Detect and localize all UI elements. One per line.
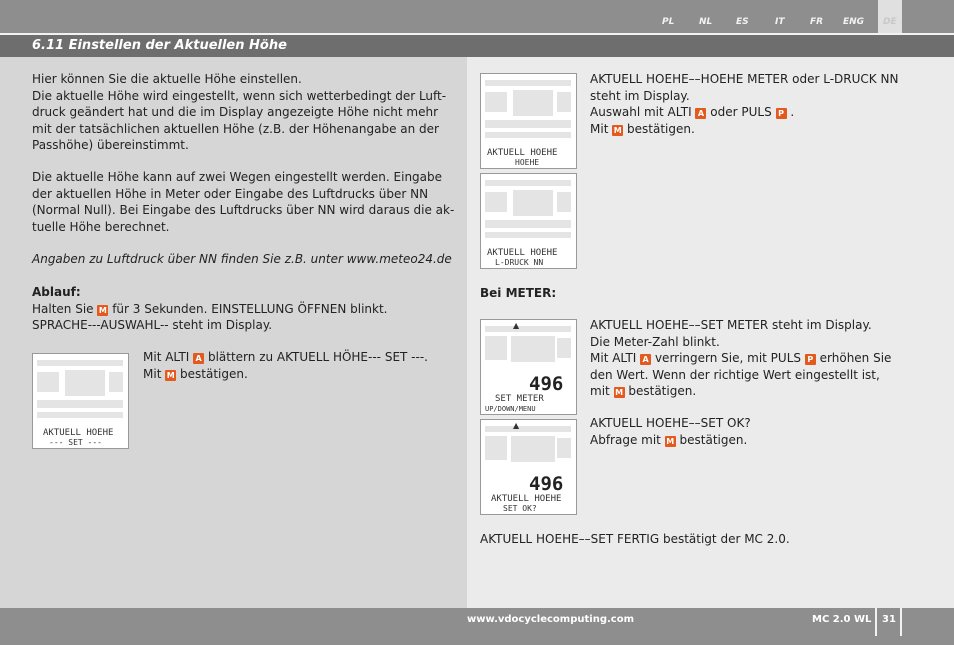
step1-text — [143, 349, 428, 382]
lcd-display-set-meter — [480, 319, 577, 415]
methods-paragraph — [32, 169, 454, 235]
block2-line: AKTUELL HOEHE––SET METER steht im Display. — [590, 318, 872, 332]
lcd-line2: L-DRUCK NN — [495, 258, 544, 267]
intro-line: Passhöhe) übereinstimmt. — [32, 138, 189, 152]
lcd-arrow-icon: ▲ — [513, 421, 520, 430]
text-fragment: Halten Sie — [32, 301, 98, 316]
footer-url[interactable]: www.vdocyclecomputing.com — [467, 614, 635, 625]
text-fragment: mit — [590, 384, 614, 398]
language-tab-it[interactable]: IT — [775, 17, 785, 27]
lcd-arrow-icon: ▲ — [513, 321, 520, 330]
lcd-line2: HOEHE — [515, 158, 540, 167]
text-fragment: Mit ALTI — [590, 351, 641, 365]
methods-line: (Normal Null). Bei Eingabe des Luftdrucks über NN wird daraus die ak- — [32, 203, 455, 217]
intro-line: mit der tatsächlichen aktuellen Höhe (z.B. der Höhenangabe an der — [32, 121, 439, 136]
top-bar — [0, 0, 954, 33]
lcd-line1: AKTUELL HOEHE — [487, 248, 558, 258]
block1-text — [590, 71, 898, 137]
text-fragment: bestätigen. — [176, 366, 248, 381]
page-number: 31 — [882, 614, 896, 625]
bei-meter-heading: Bei METER: — [480, 286, 557, 300]
language-tab-nl[interactable]: NL — [699, 17, 713, 27]
m-key-icon: M — [666, 436, 675, 446]
text-fragment: Auswahl mit ALTI — [590, 105, 696, 119]
ablauf-line — [32, 301, 387, 318]
text-fragment: verringern Sie, mit PULS — [651, 351, 805, 365]
lcd-line2: --- SET --- — [49, 438, 102, 447]
footer-bar — [0, 608, 954, 645]
m-key-icon: M — [613, 125, 622, 135]
lcd-line2: SET OK? — [503, 504, 537, 513]
intro-line: druck geändert hat und die im Display angezeigte Höhe nicht mehr — [32, 105, 439, 119]
text-fragment: bestätigen. — [623, 121, 695, 136]
block2-line: den Wert. Wenn der richtige Wert eingestellt ist, — [590, 367, 880, 382]
language-tab-eng[interactable]: ENG — [843, 17, 865, 27]
block2-text — [590, 317, 891, 400]
lcd-line1: AKTUELL HOEHE — [487, 148, 558, 158]
intro-line: Hier können Sie die aktuelle Höhe einstellen. — [32, 72, 302, 86]
text-fragment: Mit — [143, 366, 166, 381]
ablauf-heading: Ablauf: — [32, 285, 81, 299]
block1-line: steht im Display. — [590, 88, 690, 103]
lcd-value: 496 — [529, 473, 564, 495]
m-key-icon: M — [615, 388, 624, 397]
text-fragment: für 3 Sekunden. EINSTELLUNG ÖFFNEN blinkt. — [108, 301, 388, 316]
m-key-icon: M — [98, 305, 107, 315]
text-fragment: blättern zu AKTUELL HÖHE--- SET ---. — [204, 350, 428, 364]
ablauf-section — [32, 284, 387, 334]
pressure-note — [32, 251, 452, 268]
lcd-display-hoehe — [480, 73, 577, 169]
text-fragment: Mit — [590, 121, 613, 136]
block3-line: AKTUELL HOEHE––SET OK? — [590, 416, 751, 430]
text-fragment: Mit ALTI — [143, 350, 194, 364]
a-key-icon: A — [193, 353, 204, 364]
final-confirmation: AKTUELL HOEHE––SET FERTIG bestätigt der MC 2.0. — [480, 532, 790, 546]
p-key-icon: P — [805, 354, 816, 365]
lcd-line1: SET METER — [495, 394, 544, 404]
methods-line: Die aktuelle Höhe kann auf zwei Wegen eingestellt werden. Eingabe — [32, 170, 443, 184]
ablauf-line: SPRACHE---AUSWAHL-- steht im Display. — [32, 318, 273, 332]
footer-divider — [875, 608, 877, 636]
section-title: 6.11 Einstellen der Aktuellen Höhe — [32, 38, 287, 53]
lcd-line1: AKTUELL HOEHE — [491, 494, 562, 504]
step1-line — [143, 366, 428, 383]
block3-text — [590, 415, 751, 448]
section-title-bar — [0, 33, 954, 57]
footer-divider — [900, 608, 902, 636]
text-fragment: Abfrage mit — [590, 432, 665, 447]
text-fragment: bestätigen. — [624, 384, 697, 398]
text-fragment: erhöhen Sie — [815, 351, 892, 365]
lcd-display-set-ok — [480, 419, 577, 515]
block3-line — [590, 432, 751, 449]
p-key-icon: P — [776, 108, 787, 119]
block1-line: AKTUELL HOEHE––HOEHE METER oder L-DRUCK NN — [590, 72, 899, 86]
a-key-icon: A — [640, 354, 651, 365]
methods-line: der aktuellen Höhe in Meter oder Eingabe des Luftdrucks über NN — [32, 186, 429, 201]
block2-line — [590, 383, 891, 400]
step1-line — [143, 349, 428, 366]
methods-line: tuelle Höhe berechnet. — [32, 219, 170, 234]
block2-line — [590, 350, 891, 367]
text-fragment: bestätigen. — [675, 432, 748, 447]
lcd-line1: AKTUELL HOEHE — [43, 428, 114, 438]
block1-line — [590, 104, 898, 121]
language-tab-es[interactable]: ES — [736, 17, 749, 27]
language-tab-pl[interactable]: PL — [662, 17, 675, 27]
block1-line — [590, 121, 898, 138]
text-fragment: . — [786, 105, 795, 119]
footer-model: MC 2.0 WL — [812, 614, 872, 625]
language-tab-fr[interactable]: FR — [810, 17, 824, 27]
language-tabs — [0, 17, 954, 33]
text-fragment: oder PULS — [706, 105, 776, 119]
language-tab-de[interactable]: DE — [883, 17, 897, 27]
m-key-icon: M — [166, 370, 175, 380]
lcd-line2: UP/DOWN/MENU — [485, 405, 536, 413]
lcd-value: 496 — [529, 373, 564, 395]
a-key-icon: A — [695, 108, 706, 119]
lcd-display-set — [32, 353, 129, 449]
note-text: Angaben zu Luftdruck über NN finden Sie z.B. unter www.meteo24.de — [32, 252, 452, 266]
intro-line: Die aktuelle Höhe wird eingestellt, wenn sich wetterbedingt der Luft- — [32, 88, 447, 103]
lcd-display-ldruck — [480, 173, 577, 269]
intro-paragraph — [32, 71, 446, 154]
block2-line: Die Meter-Zahl blinkt. — [590, 334, 720, 349]
